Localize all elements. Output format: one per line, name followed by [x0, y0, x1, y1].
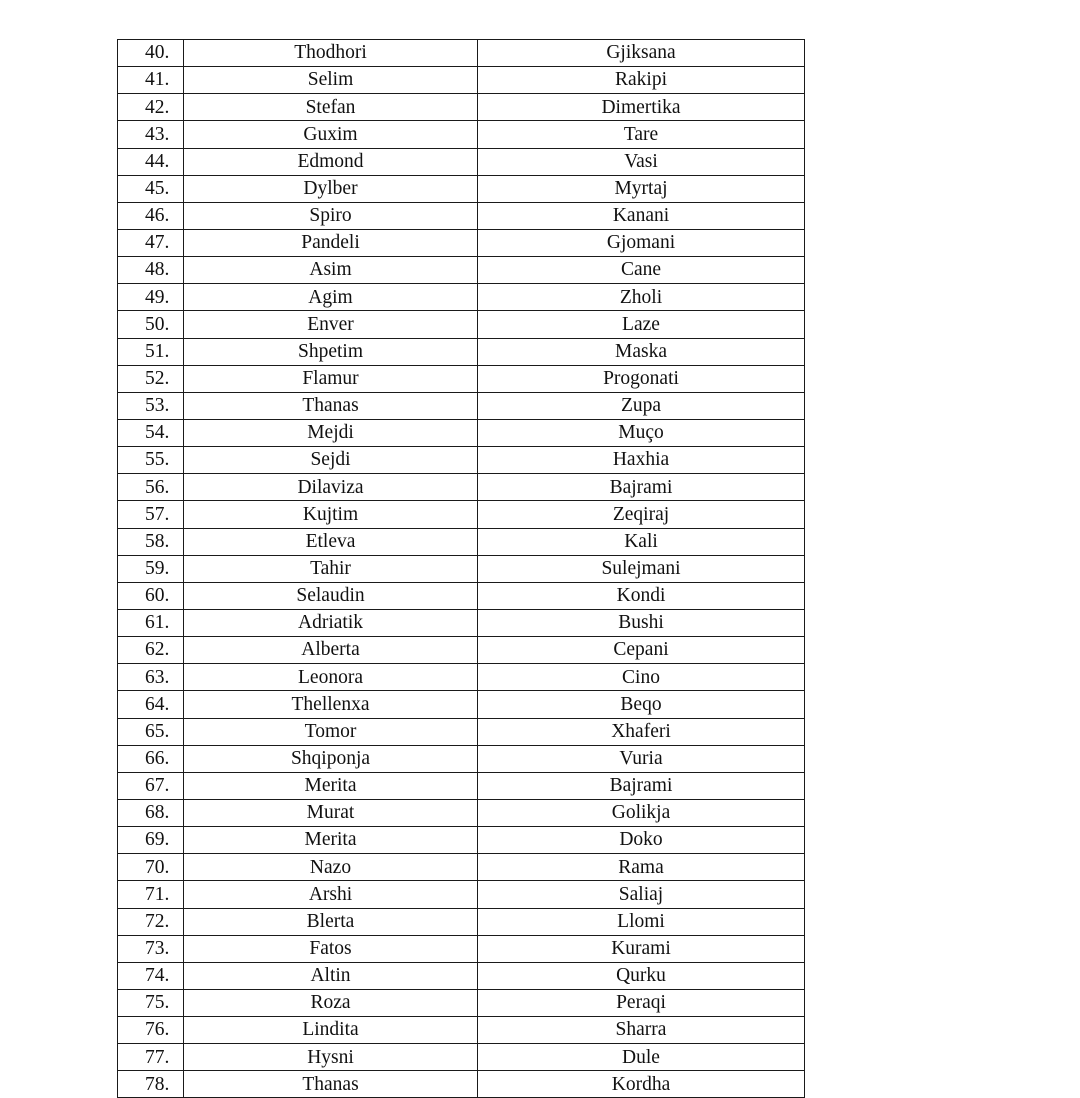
table-row [118, 419, 805, 446]
row-number-cell: 64. [118, 691, 184, 718]
last-name-cell: Progonati [478, 365, 805, 392]
first-name-cell: Alberta [184, 637, 478, 664]
row-number-cell: 50. [118, 311, 184, 338]
row-number-cell: 57. [118, 501, 184, 528]
row-number-cell: 61. [118, 609, 184, 636]
last-name-cell: Llomi [478, 908, 805, 935]
row-number-cell: 74. [118, 962, 184, 989]
row-number-cell: 70. [118, 854, 184, 881]
row-number-cell: 47. [118, 229, 184, 256]
first-name-cell: Roza [184, 989, 478, 1016]
row-number-cell: 77. [118, 1044, 184, 1071]
first-name-cell: Etleva [184, 528, 478, 555]
first-name-cell: Fatos [184, 935, 478, 962]
last-name-cell: Kanani [478, 202, 805, 229]
first-name-cell: Enver [184, 311, 478, 338]
first-name-cell: Sejdi [184, 447, 478, 474]
table-row [118, 67, 805, 94]
first-name-cell: Arshi [184, 881, 478, 908]
table-row [118, 40, 805, 67]
first-name-cell: Kujtim [184, 501, 478, 528]
first-name-cell: Leonora [184, 664, 478, 691]
last-name-cell: Kondi [478, 582, 805, 609]
last-name-cell: Bushi [478, 609, 805, 636]
first-name-cell: Asim [184, 257, 478, 284]
last-name-cell: Sulejmani [478, 555, 805, 582]
last-name-cell: Laze [478, 311, 805, 338]
first-name-cell: Dylber [184, 175, 478, 202]
last-name-cell: Beqo [478, 691, 805, 718]
table-row [118, 582, 805, 609]
row-number-cell: 54. [118, 419, 184, 446]
last-name-cell: Cane [478, 257, 805, 284]
last-name-cell: Zholi [478, 284, 805, 311]
row-number-cell: 46. [118, 202, 184, 229]
table-row [118, 772, 805, 799]
last-name-cell: Vasi [478, 148, 805, 175]
first-name-cell: Merita [184, 827, 478, 854]
row-number-cell: 69. [118, 827, 184, 854]
table-row [118, 175, 805, 202]
row-number-cell: 66. [118, 745, 184, 772]
table-row [118, 854, 805, 881]
row-number-cell: 75. [118, 989, 184, 1016]
last-name-cell: Zeqiraj [478, 501, 805, 528]
row-number-cell: 51. [118, 338, 184, 365]
table-row [118, 528, 805, 555]
last-name-cell: Doko [478, 827, 805, 854]
table-row [118, 202, 805, 229]
last-name-cell: Haxhia [478, 447, 805, 474]
first-name-cell: Pandeli [184, 229, 478, 256]
row-number-cell: 56. [118, 474, 184, 501]
first-name-cell: Thanas [184, 392, 478, 419]
row-number-cell: 65. [118, 718, 184, 745]
row-number-cell: 73. [118, 935, 184, 962]
first-name-cell: Thodhori [184, 40, 478, 67]
row-number-cell: 48. [118, 257, 184, 284]
first-name-cell: Murat [184, 799, 478, 826]
last-name-cell: Maska [478, 338, 805, 365]
last-name-cell: Rama [478, 854, 805, 881]
row-number-cell: 49. [118, 284, 184, 311]
table-row [118, 989, 805, 1016]
row-number-cell: 59. [118, 555, 184, 582]
row-number-cell: 78. [118, 1071, 184, 1098]
names-table [117, 39, 805, 1098]
first-name-cell: Hysni [184, 1044, 478, 1071]
row-number-cell: 40. [118, 40, 184, 67]
last-name-cell: Qurku [478, 962, 805, 989]
row-number-cell: 42. [118, 94, 184, 121]
names-table-body [118, 40, 805, 1098]
table-row [118, 827, 805, 854]
last-name-cell: Xhaferi [478, 718, 805, 745]
first-name-cell: Thellenxa [184, 691, 478, 718]
last-name-cell: Gjomani [478, 229, 805, 256]
table-row [118, 121, 805, 148]
last-name-cell: Bajrami [478, 474, 805, 501]
last-name-cell: Bajrami [478, 772, 805, 799]
row-number-cell: 41. [118, 67, 184, 94]
first-name-cell: Lindita [184, 1017, 478, 1044]
table-row [118, 365, 805, 392]
table-row [118, 881, 805, 908]
first-name-cell: Thanas [184, 1071, 478, 1098]
row-number-cell: 44. [118, 148, 184, 175]
last-name-cell: Golikja [478, 799, 805, 826]
first-name-cell: Flamur [184, 365, 478, 392]
table-row [118, 229, 805, 256]
first-name-cell: Selaudin [184, 582, 478, 609]
last-name-cell: Myrtaj [478, 175, 805, 202]
table-row [118, 148, 805, 175]
last-name-cell: Kordha [478, 1071, 805, 1098]
row-number-cell: 62. [118, 637, 184, 664]
last-name-cell: Kali [478, 528, 805, 555]
table-row [118, 637, 805, 664]
table-row [118, 609, 805, 636]
row-number-cell: 60. [118, 582, 184, 609]
last-name-cell: Cepani [478, 637, 805, 664]
row-number-cell: 52. [118, 365, 184, 392]
table-row [118, 1071, 805, 1098]
first-name-cell: Selim [184, 67, 478, 94]
table-row [118, 1017, 805, 1044]
first-name-cell: Tomor [184, 718, 478, 745]
first-name-cell: Altin [184, 962, 478, 989]
row-number-cell: 58. [118, 528, 184, 555]
table-row [118, 447, 805, 474]
last-name-cell: Kurami [478, 935, 805, 962]
last-name-cell: Sharra [478, 1017, 805, 1044]
first-name-cell: Edmond [184, 148, 478, 175]
row-number-cell: 68. [118, 799, 184, 826]
row-number-cell: 63. [118, 664, 184, 691]
table-row [118, 908, 805, 935]
row-number-cell: 76. [118, 1017, 184, 1044]
table-row [118, 1044, 805, 1071]
first-name-cell: Shpetim [184, 338, 478, 365]
last-name-cell: Peraqi [478, 989, 805, 1016]
first-name-cell: Blerta [184, 908, 478, 935]
row-number-cell: 45. [118, 175, 184, 202]
last-name-cell: Dule [478, 1044, 805, 1071]
table-row [118, 555, 805, 582]
row-number-cell: 67. [118, 772, 184, 799]
first-name-cell: Nazo [184, 854, 478, 881]
first-name-cell: Adriatik [184, 609, 478, 636]
table-row [118, 799, 805, 826]
last-name-cell: Gjiksana [478, 40, 805, 67]
table-row [118, 664, 805, 691]
table-row [118, 745, 805, 772]
last-name-cell: Vuria [478, 745, 805, 772]
first-name-cell: Mejdi [184, 419, 478, 446]
table-row [118, 962, 805, 989]
row-number-cell: 53. [118, 392, 184, 419]
table-row [118, 474, 805, 501]
first-name-cell: Dilaviza [184, 474, 478, 501]
table-row [118, 718, 805, 745]
row-number-cell: 72. [118, 908, 184, 935]
table-row [118, 311, 805, 338]
row-number-cell: 55. [118, 447, 184, 474]
first-name-cell: Stefan [184, 94, 478, 121]
row-number-cell: 71. [118, 881, 184, 908]
row-number-cell: 43. [118, 121, 184, 148]
table-row [118, 284, 805, 311]
table-row [118, 935, 805, 962]
table-row [118, 257, 805, 284]
table-row [118, 691, 805, 718]
first-name-cell: Shqiponja [184, 745, 478, 772]
last-name-cell: Dimertika [478, 94, 805, 121]
first-name-cell: Merita [184, 772, 478, 799]
last-name-cell: Tare [478, 121, 805, 148]
last-name-cell: Muço [478, 419, 805, 446]
table-row [118, 94, 805, 121]
last-name-cell: Rakipi [478, 67, 805, 94]
table-row [118, 338, 805, 365]
table-row [118, 392, 805, 419]
first-name-cell: Spiro [184, 202, 478, 229]
last-name-cell: Saliaj [478, 881, 805, 908]
first-name-cell: Guxim [184, 121, 478, 148]
last-name-cell: Zupa [478, 392, 805, 419]
first-name-cell: Tahir [184, 555, 478, 582]
first-name-cell: Agim [184, 284, 478, 311]
table-row [118, 501, 805, 528]
last-name-cell: Cino [478, 664, 805, 691]
